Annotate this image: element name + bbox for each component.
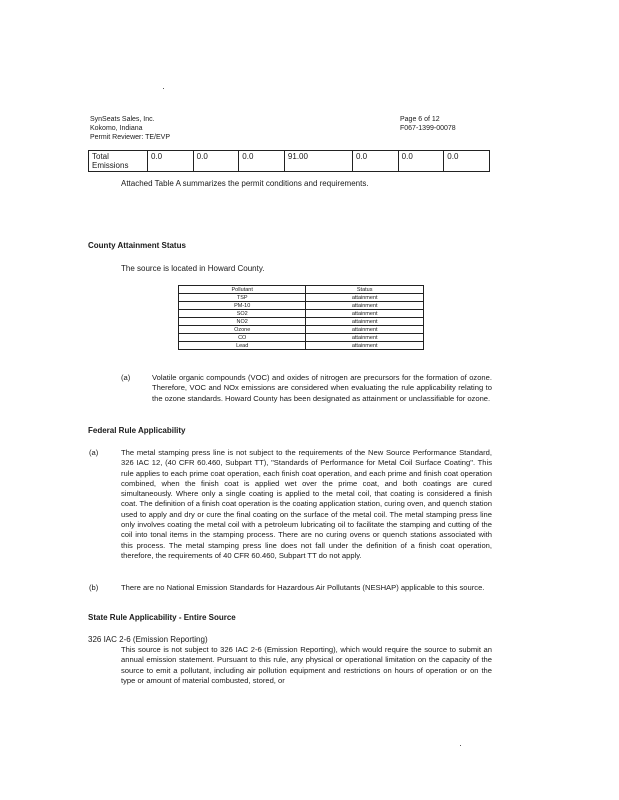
table-cell: Ozone <box>179 326 306 334</box>
table-row <box>179 302 424 310</box>
table-row <box>89 151 490 172</box>
table-cell: 0.0 <box>148 151 194 172</box>
header-right <box>400 115 456 133</box>
company-name: SynSeats Sales, Inc. <box>90 116 155 123</box>
table-cell: 0.0 <box>193 151 239 172</box>
table-cell: NO2 <box>179 318 306 326</box>
table-cell: attainment <box>306 310 424 318</box>
table-cell: 0.0 <box>353 151 399 172</box>
county-heading: County Attainment Status <box>88 241 186 250</box>
federal-b-text: There are no National Emission Standards for Hazardous Air Pollutants (NESHAP) applicable to this source. <box>121 583 485 592</box>
table-cell: PM-10 <box>179 302 306 310</box>
table-header-row <box>179 286 424 294</box>
table-cell: Total Emissions <box>89 151 148 172</box>
table-cell: SO2 <box>179 310 306 318</box>
table-row <box>179 334 424 342</box>
table-cell: attainment <box>306 334 424 342</box>
column-header: Status <box>306 286 424 294</box>
table-cell: CO <box>179 334 306 342</box>
table-cell: attainment <box>306 318 424 326</box>
table-row <box>179 310 424 318</box>
table-cell: TSP <box>179 294 306 302</box>
table-row <box>179 318 424 326</box>
table-cell: attainment <box>306 342 424 350</box>
table-cell: attainment <box>306 326 424 334</box>
permit-reviewer: Permit Reviewer: TE/EVP <box>90 134 171 141</box>
scan-speck <box>460 745 461 746</box>
table-cell: 0.0 <box>444 151 490 172</box>
header-left <box>90 115 170 142</box>
state-subheading: 326 IAC 2-6 (Emission Reporting) <box>88 635 208 644</box>
table-cell: attainment <box>306 294 424 302</box>
company-location: Kokomo, Indiana <box>90 125 143 132</box>
table-cell: 0.0 <box>398 151 444 172</box>
state-heading: State Rule Applicability - Entire Source <box>88 613 236 622</box>
attainment-table <box>178 285 424 350</box>
table-row <box>179 342 424 350</box>
table-row <box>179 294 424 302</box>
permit-number: F067-1399-00078 <box>400 125 456 132</box>
column-header: Pollutant <box>179 286 306 294</box>
table-cell: attainment <box>306 302 424 310</box>
county-para-a-label: (a) <box>121 373 131 382</box>
emissions-table <box>88 150 490 172</box>
federal-b-label: (b) <box>89 583 99 592</box>
table-cell: Lead <box>179 342 306 350</box>
after-table-text: Attached Table A summarizes the permit conditions and requirements. <box>121 179 369 188</box>
county-intro: The source is located in Howard County. <box>121 264 265 273</box>
state-text: This source is not subject to 326 IAC 2-6 (Emission Reporting), which would require the source to submit an annual emission statement. Pursuant to this rule, any physical or operational limitation on the capacity of the source to emit a pollutant, including air pollution equipment and restrictions on hours of operation or on the type or amount of material combusted, stored, or <box>121 645 492 685</box>
federal-a-text: The metal stamping press line is not subject to the requirements of the New Source Performance Standard, 326 IAC 12, (40 CFR 60.460, Subpart TT), "Standards of Performance for Metal Coil Surface Coating". This rule applies to each prime coat operation, each finish coat operation, and each prime and finish coat operation combined, when the finish coat is applied wet over the prime coat, and both coatings are cured simultaneously. Where only a single coating is applied to the metal coil, that coating is considered a finish coat. The definition of a finish coat operation is the coating application station, curing oven, and quench station used to apply and dry or cure the final coating on the surface of the metal coil. The metal stamping press line only involves coating the metal coil with a petroleum lubricating oil to facilitate the stamping and cutting of the coil into tonal items in the stamping process. There are no curing ovens or quench stations associated with this process. The metal stamping press line does not fall under the definition of a finish coat operation, therefore, the requirements of 40 CFR 60.460, Subpart TT do not apply. <box>121 448 492 560</box>
table-row <box>179 326 424 334</box>
federal-heading: Federal Rule Applicability <box>88 426 186 435</box>
table-cell: 91.00 <box>284 151 352 172</box>
scan-speck <box>163 88 164 89</box>
county-para-a: Volatile organic compounds (VOC) and oxides of nitrogen are precursors for the formation of ozone. Therefore, VOC and NOx emissions are considered when evaluating the rule applicability relating to the ozone standards. Howard County has been designated as attainment or unclassifiable for ozone. <box>152 373 492 403</box>
table-cell: 0.0 <box>239 151 285 172</box>
page-number: Page 6 of 12 <box>400 116 440 123</box>
federal-a-label: (a) <box>89 448 99 457</box>
